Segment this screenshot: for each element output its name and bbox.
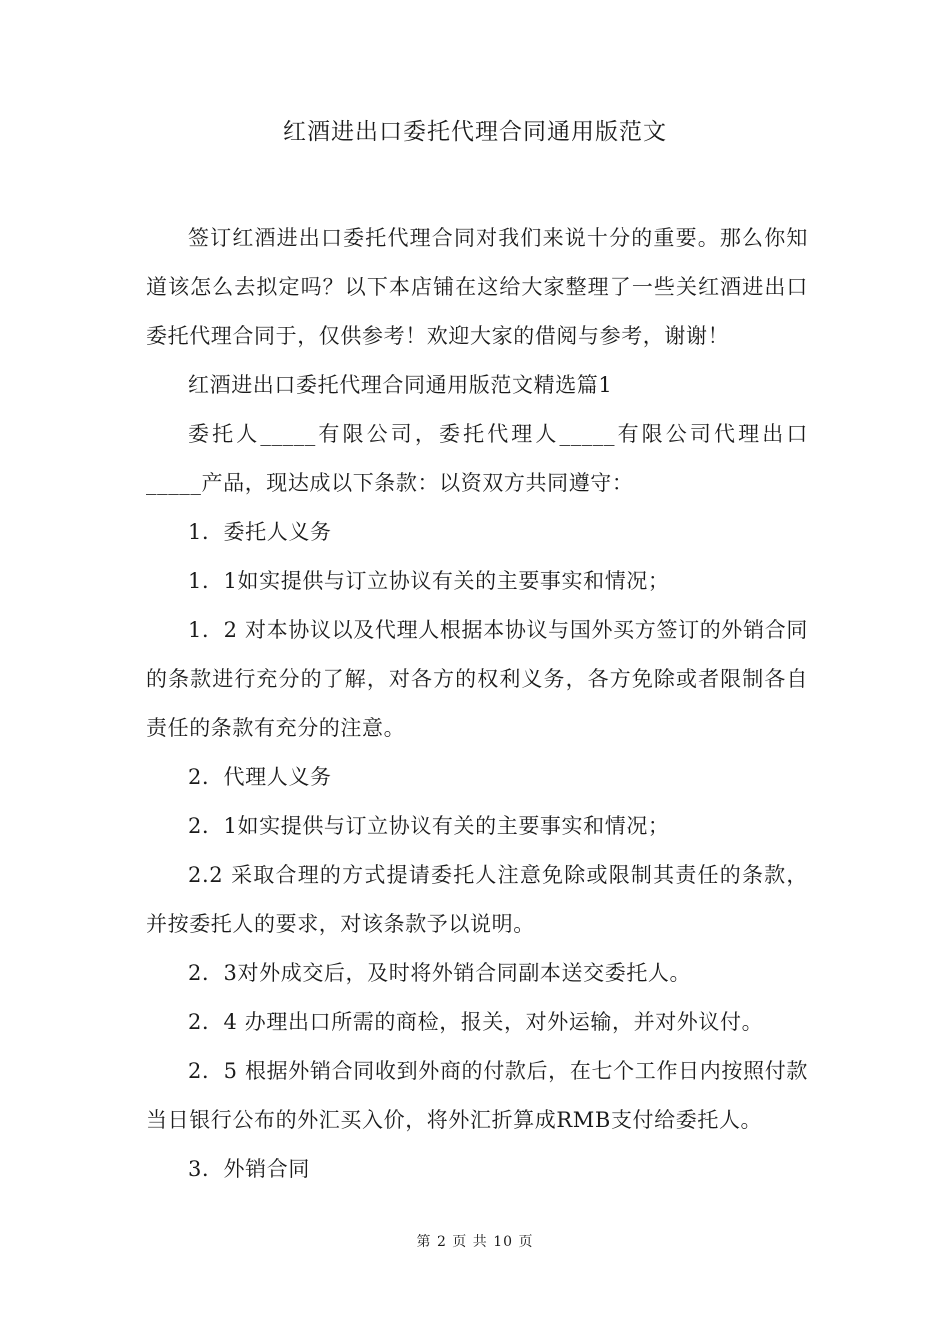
section-heading: 红酒进出口委托代理合同通用版范文精选篇1: [188, 373, 613, 397]
clause-heading-1: 1．委托人义务: [188, 520, 332, 544]
document-title: 红酒进出口委托代理合同通用版范文: [283, 119, 667, 145]
clause-2-3: 2．3对外成交后，及时将外销合同副本送交委托人。: [188, 961, 692, 985]
clause-2-2: 2.2 采取合理的方式提请委托人注意免除或限制其责任的条款，并按委托人的要求，对该条款予以说明。: [146, 863, 808, 936]
clause-2-5: 2．5 根据外销合同收到外商的付款后，在七个工作日内按照付款当日银行公布的外汇买入价，将外汇折算成RMB支付给委托人。: [146, 1059, 808, 1132]
clause-heading-2: 2．代理人义务: [188, 765, 332, 789]
intro-paragraph: 签订红酒进出口委托代理合同对我们来说十分的重要。那么你知道该怎么去拟定吗？以下本店铺在这给大家整理了一些关红酒进出口委托代理合同于，仅供参考！欢迎大家的借阅与参考，谢谢！: [146, 226, 808, 348]
page-number: 第 2 页 共 10 页: [416, 1234, 534, 1250]
document-body: [146, 214, 808, 1194]
clause-2-1: 2．1如实提供与订立协议有关的主要事实和情况；: [188, 814, 670, 838]
clause-heading-3: 3．外销合同: [188, 1157, 310, 1181]
clause-1-1: 1．1如实提供与订立协议有关的主要事实和情况；: [188, 569, 670, 593]
clause-2-4: 2．4 办理出口所需的商检，报关，对外运输，并对外议付。: [188, 1010, 764, 1034]
clause-1-2: 1．2 对本协议以及代理人根据本协议与国外买方签订的外销合同的条款进行充分的了解，对各方的权利义务，各方免除或者限制各自责任的条款有充分的注意。: [146, 618, 808, 740]
parties-paragraph: 委托人_____有限公司，委托代理人_____有限公司代理出口_____产品，现达成以下条款：以资双方共同遵守：: [146, 422, 808, 495]
